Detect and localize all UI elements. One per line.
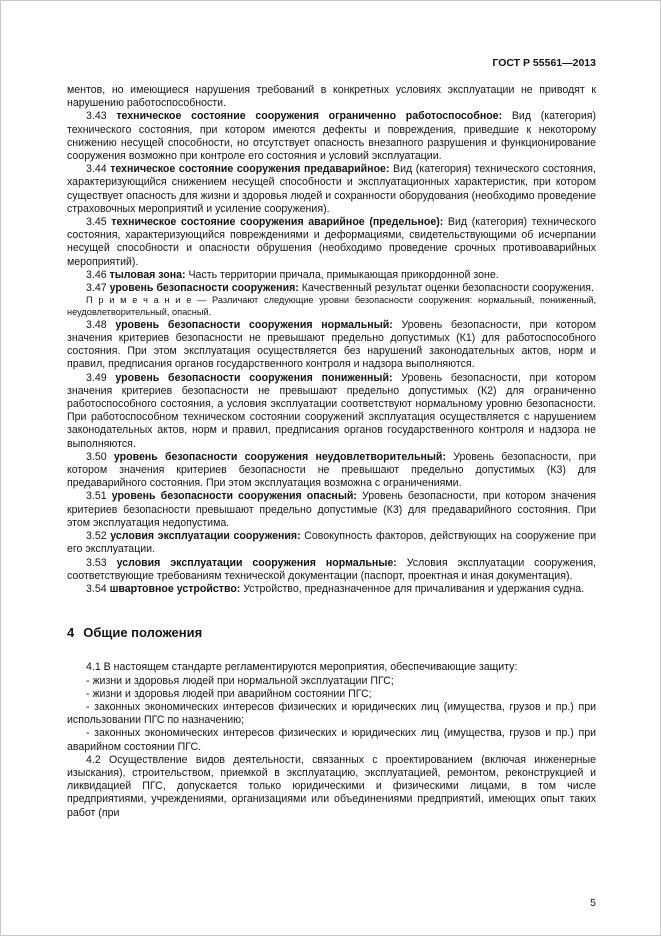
- list-item: - жизни и здоровья людей при нормальной эксплуатации ПГС;: [86, 674, 394, 687]
- term-name: уровень безопасности сооружения неудовлетворительный:: [113, 450, 446, 463]
- term-number: 3.44: [86, 163, 111, 176]
- term-name: уровень безопасности сооружения нормальный:: [115, 318, 393, 331]
- document-code: ГОСТ Р 55561—2013: [492, 57, 596, 69]
- section-title: Общие положения: [83, 625, 203, 641]
- document-body: [67, 84, 596, 820]
- list-item: - законных экономических интересов физических и юридических лиц (имущества, грузов и пр.) при использовании ПГС по назначению;: [67, 700, 596, 727]
- term-definition: 3.49 уровень безопасности сооружения пониженный: Уровень безопасности, при котором значения критериев безопасности не превышают предельно допустимых (К2) для ограниченно работоспособного состояния, а условия эксплуатации соответствуют нормальному уровню безопасности. При работоспособном техническом состоянии сооружений эксплуатация осуществляется с нарушением законодательных актов, норм и правил, предписания органов государственного контроля и надзора не выполняются.: [67, 371, 596, 450]
- term-number: 3.47: [86, 282, 110, 295]
- term-number: 3.51: [86, 490, 112, 503]
- term-number: 3.49: [86, 371, 116, 384]
- list-item: - жизни и здоровья людей при аварийном состоянии ПГС;: [86, 687, 372, 700]
- term-number: 3.48: [86, 318, 116, 331]
- term-definition: 3.43 техническое состояние сооружения ограниченно работоспособное: Вид (категория) технического состояния, при котором имеются дефекты и повреждения, приведшие к некоторому снижению несущей способности, но отсутствует опасность внезапного разрушения и функционирование сооружения возможно при контроле его состояния и условий эксплуатации.: [67, 110, 596, 163]
- numbered-paragraph: 4.1 В настоящем стандарте регламентируются мероприятия, обеспечивающие защиту:: [86, 661, 518, 674]
- term-name: тыловая зона:: [109, 268, 186, 281]
- term-definition: 3.51 уровень безопасности сооружения опасный: Уровень безопасности, при котором значения критериев безопасности превышают предельно допустимые (К3) для предаварийного состояния. При этом эксплуатация недопустима.: [67, 490, 596, 529]
- term-name: техническое состояние сооружения аварийное (предельное):: [111, 216, 444, 229]
- term-definition: 3.47 уровень безопасности сооружения: Качественный результат оценки безопасности сооружения.: [86, 282, 594, 295]
- term-name: условия эксплуатации сооружения:: [110, 530, 301, 543]
- term-name: техническое состояние сооружения ограниченно работоспособное:: [116, 110, 503, 123]
- term-number: 3.54: [86, 582, 110, 595]
- term-number: 3.45: [86, 216, 112, 229]
- term-definition: 3.48 уровень безопасности сооружения нормальный: Уровень безопасности, при котором значения критериев безопасности не превышают предельно допустимых (К1) для работоспособного состояния. При этом эксплуатация осуществляется без нарушений законодательных актов, норм и правил, предписания органов государственного контроля и надзора выполняются.: [67, 318, 596, 371]
- note-paragraph: П р и м е ч а н и е — Различают следующие уровни безопасности сооружения: нормальный, пониженный, неудовлетворительный, опасный.: [67, 295, 596, 318]
- list-item: - законных экономических интересов физических и юридических лиц (имущества, грузов и пр.) при аварийном состоянии ПГС.: [67, 727, 596, 753]
- numbered-paragraph: 4.2 Осуществление видов деятельности, связанных с проектированием (включая инженерные изыскания), строительством, приемкой в эксплуатацию, эксплуатацией, ремонтом, реконструкцией и ликвидацией ПГС, допускается только юридическими и физическими лицами, в том числе предприятиями, учреждениями, организациями или объединениями предприятий, имеющих опыт таких работ (при: [67, 753, 596, 819]
- term-number: 3.46: [86, 268, 110, 281]
- term-name: уровень безопасности сооружения пониженный:: [115, 371, 393, 384]
- paragraph-number: 4.1: [86, 661, 104, 674]
- term-name: швартовное устройство:: [109, 582, 241, 595]
- term-definition: 3.45 техническое состояние сооружения аварийное (предельное): Вид (категория) технического состояния, характеризующийся повреждениями и деформациями, свидетельствующими об исчерпании несущей способности и опасности обрушения (необходимо проведение срочных противоаварийных мероприятий).: [67, 216, 596, 268]
- term-number: 3.52: [86, 530, 111, 543]
- page-number: 5: [590, 897, 596, 909]
- term-definition: 3.54 швартовное устройство: Устройство, предназначенное для причаливания и удержания судна.: [86, 582, 585, 595]
- term-name: уровень безопасности сооружения опасный:: [111, 490, 357, 503]
- paragraph-number: 4.2: [86, 753, 109, 766]
- term-number: 3.53: [86, 556, 117, 569]
- term-name: условия эксплуатации сооружения нормальные:: [116, 556, 397, 569]
- section-heading: [67, 626, 596, 639]
- term-definition: 3.52 условия эксплуатации сооружения: Совокупность факторов, действующих на сооружение при его эксплуатации.: [67, 530, 596, 556]
- term-name: техническое состояние сооружения предаварийное:: [110, 163, 390, 176]
- section-number: 4: [67, 625, 75, 641]
- term-definition: 3.44 техническое состояние сооружения предаварийное: Вид (категория) технического состояния, характеризующийся снижением несущей способности и эксплуатационных характеристик, при котором существует опасность для жизни и здоровья людей и сохранности оборудования (необходимо проведение страховочных мероприятий и усиление сооружения).: [67, 163, 596, 215]
- term-definition: 3.50 уровень безопасности сооружения неудовлетворительный: Уровень безопасности, при котором значения критериев безопасности не превышают предельно допустимых (К3) для предаварийного состояния. При этом эксплуатация возможна с ограничениями.: [67, 450, 596, 490]
- term-definition: 3.46 тыловая зона: Часть территории причала, примыкающая прикордонной зоне.: [86, 268, 499, 281]
- continuation-paragraph: ментов, но имеющиеся нарушения требований в конкретных условиях эксплуатации не приводят к нарушению работоспособности.: [67, 84, 596, 110]
- page-header: [67, 57, 596, 69]
- term-number: 3.50: [86, 450, 114, 463]
- term-name: уровень безопасности сооружения:: [109, 282, 299, 295]
- term-number: 3.43: [86, 110, 117, 123]
- term-definition: 3.53 условия эксплуатации сооружения нормальные: Условия эксплуатации сооружения, соответствующие требованиям технической документации (паспорт, проектная и иная документация).: [67, 556, 597, 582]
